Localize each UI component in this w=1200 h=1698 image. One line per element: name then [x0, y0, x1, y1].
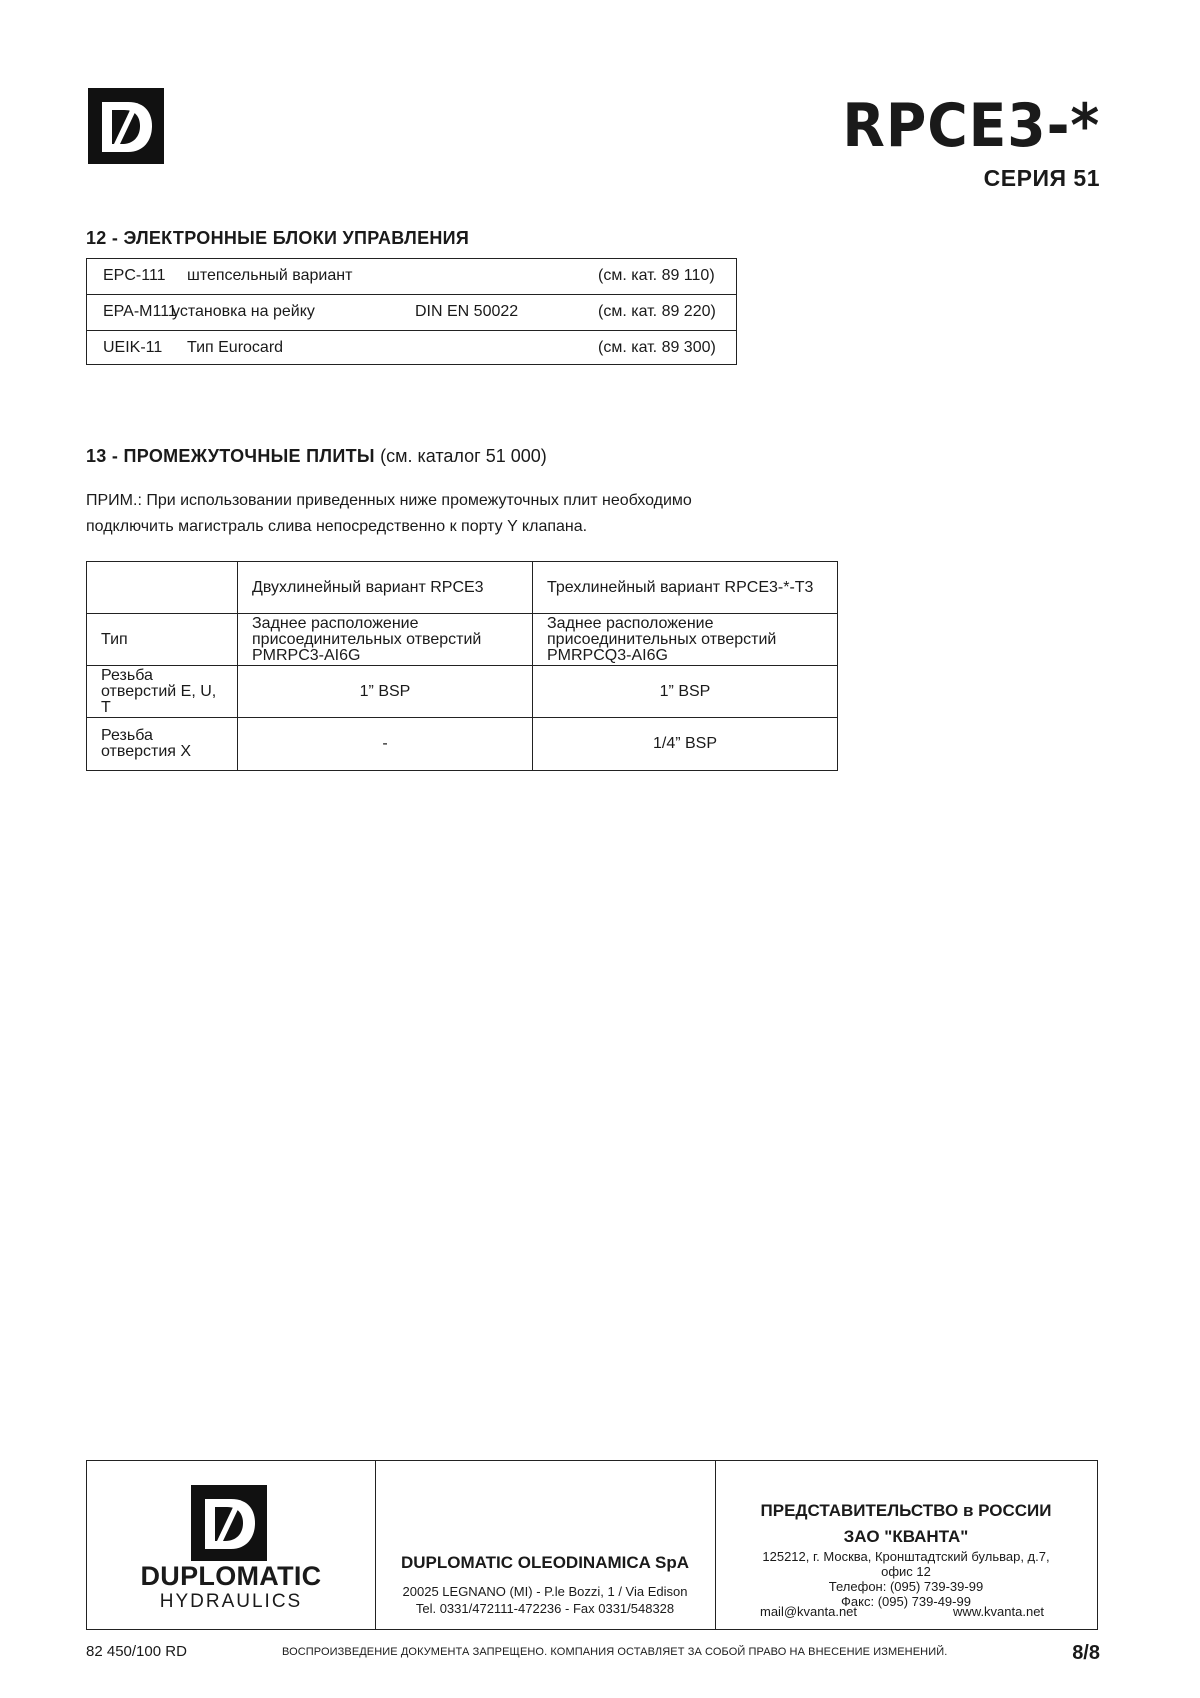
series-label: СЕРИЯ 51: [983, 165, 1100, 191]
rep-phone: Телефон: (095) 739-39-99: [828, 1579, 984, 1594]
table-cell: -: [238, 718, 533, 771]
rep-address-line: 125212, г. Москва, Кронштадтский бульвар, д.7,: [762, 1549, 1050, 1564]
ecu-ref: (см. кат. 89 220): [598, 303, 716, 320]
footer-company: [375, 1461, 716, 1629]
brand-name: DUPLOMATIC: [140, 1561, 322, 1591]
brand-subtitle: HYDRAULICS: [159, 1591, 303, 1612]
product-code: RPCE3-*: [842, 91, 1100, 161]
company-address: [375, 1583, 715, 1617]
table-row: [87, 666, 838, 718]
rep-fax: Факс: (095) 739-49-99: [841, 1594, 971, 1609]
ecu-model: EPC-111: [103, 267, 166, 284]
rep-contacts: [715, 1549, 1097, 1609]
document-code: 82 450/100 RD: [86, 1643, 187, 1660]
cell-line: Заднее расположение: [252, 614, 419, 632]
footer-contacts: [86, 1460, 1098, 1630]
table-header-cell: Трехлинейный вариант RPCE3-*-T3: [533, 562, 838, 614]
cell-line: присоединительных отверстий: [252, 630, 482, 648]
note-line: подключить магистраль слива непосредственно к порту Y клапана.: [86, 518, 588, 535]
section-13-catalog-ref: (см. каталог 51 000): [380, 446, 547, 466]
rep-email-link[interactable]: mail@kvanta.net: [760, 1604, 858, 1619]
section-13-note: [86, 488, 692, 540]
rep-company: ЗАО "КВАНТА": [843, 1527, 969, 1546]
table-cell: 1” BSP: [238, 666, 533, 718]
table-cell: 1” BSP: [533, 666, 838, 718]
duplomatic-logo-icon: [191, 1485, 267, 1561]
table-row: [87, 614, 838, 666]
modular-plates-table: [86, 561, 838, 771]
table-header-cell: Двухлинейный вариант RPCE3: [238, 562, 533, 614]
ecu-standard: DIN EN 50022: [415, 303, 519, 320]
rep-title: ПРЕДСТАВИТЕЛЬСТВО в РОССИИ: [760, 1501, 1052, 1520]
rep-website-link[interactable]: www.kvanta.net: [953, 1604, 1045, 1619]
table-cell: [533, 614, 838, 666]
ecu-row: [86, 330, 737, 366]
copyright-notice: ВОСПРОИЗВЕДЕНИЕ ДОКУМЕНТА ЗАПРЕЩЕНО. КОМПАНИЯ ОСТАВЛЯЕТ ЗА СОБОЙ ПРАВО НА ВНЕСЕНИЕ ИЗМЕНЕНИЙ.: [282, 1646, 948, 1658]
ecu-row: [86, 294, 737, 330]
company-logo-icon: [88, 88, 164, 164]
table-row: [87, 718, 838, 771]
table-corner-cell: [87, 562, 238, 614]
cell-line: присоединительных отверстий: [547, 630, 777, 648]
ecu-description: штепсельный вариант: [187, 267, 353, 284]
row-label: [87, 718, 238, 771]
cell-line: Резьба: [101, 666, 153, 684]
table-header-row: [87, 562, 838, 614]
ecu-model: UEIK-11: [103, 339, 163, 356]
company-name: DUPLOMATIC OLEODINAMICA SpA: [400, 1553, 690, 1572]
phone-line: Tel. 0331/472111-472236 - Fax 0331/548328: [415, 1601, 675, 1616]
page-number: 8/8: [1072, 1642, 1100, 1664]
row-label: Тип: [87, 614, 238, 666]
ecu-ref: (см. кат. 89 110): [598, 267, 715, 284]
note-line: ПРИМ.: При использовании приведенных ниже промежуточных плит необходимо: [86, 492, 692, 509]
cell-line: Заднее расположение: [547, 614, 714, 632]
footer-representative: [715, 1461, 1097, 1629]
ecu-model: EPA-M111: [103, 303, 177, 320]
section-13-title: [86, 446, 547, 467]
cell-line: отверстия X: [101, 743, 192, 760]
ecu-rows: [86, 258, 737, 366]
cell-line: Резьба: [101, 727, 153, 744]
ecu-description: Тип Eurocard: [187, 339, 284, 356]
cell-line: PMRPC3-AI6G: [252, 646, 361, 664]
cell-line: отверстий E, U, T: [101, 682, 217, 716]
section-13-heading: 13 - ПРОМЕЖУТОЧНЫЕ ПЛИТЫ: [86, 446, 375, 466]
table-cell: [238, 614, 533, 666]
table-cell: 1/4” BSP: [533, 718, 838, 771]
ecu-ref: (см. кат. 89 300): [598, 339, 716, 356]
section-12-title: 12 - ЭЛЕКТРОННЫЕ БЛОКИ УПРАВЛЕНИЯ: [86, 228, 470, 248]
address-line: 20025 LEGNANO (MI) - P.le Bozzi, 1 / Via Edison: [402, 1584, 688, 1599]
ecu-description: установка на рейку: [172, 303, 315, 320]
cell-line: PMRPCQ3-AI6G: [547, 646, 668, 664]
ecu-row: [86, 258, 737, 294]
footer-brand: [87, 1461, 376, 1629]
rep-address-line: офис 12: [881, 1564, 931, 1579]
row-label: [87, 666, 238, 718]
